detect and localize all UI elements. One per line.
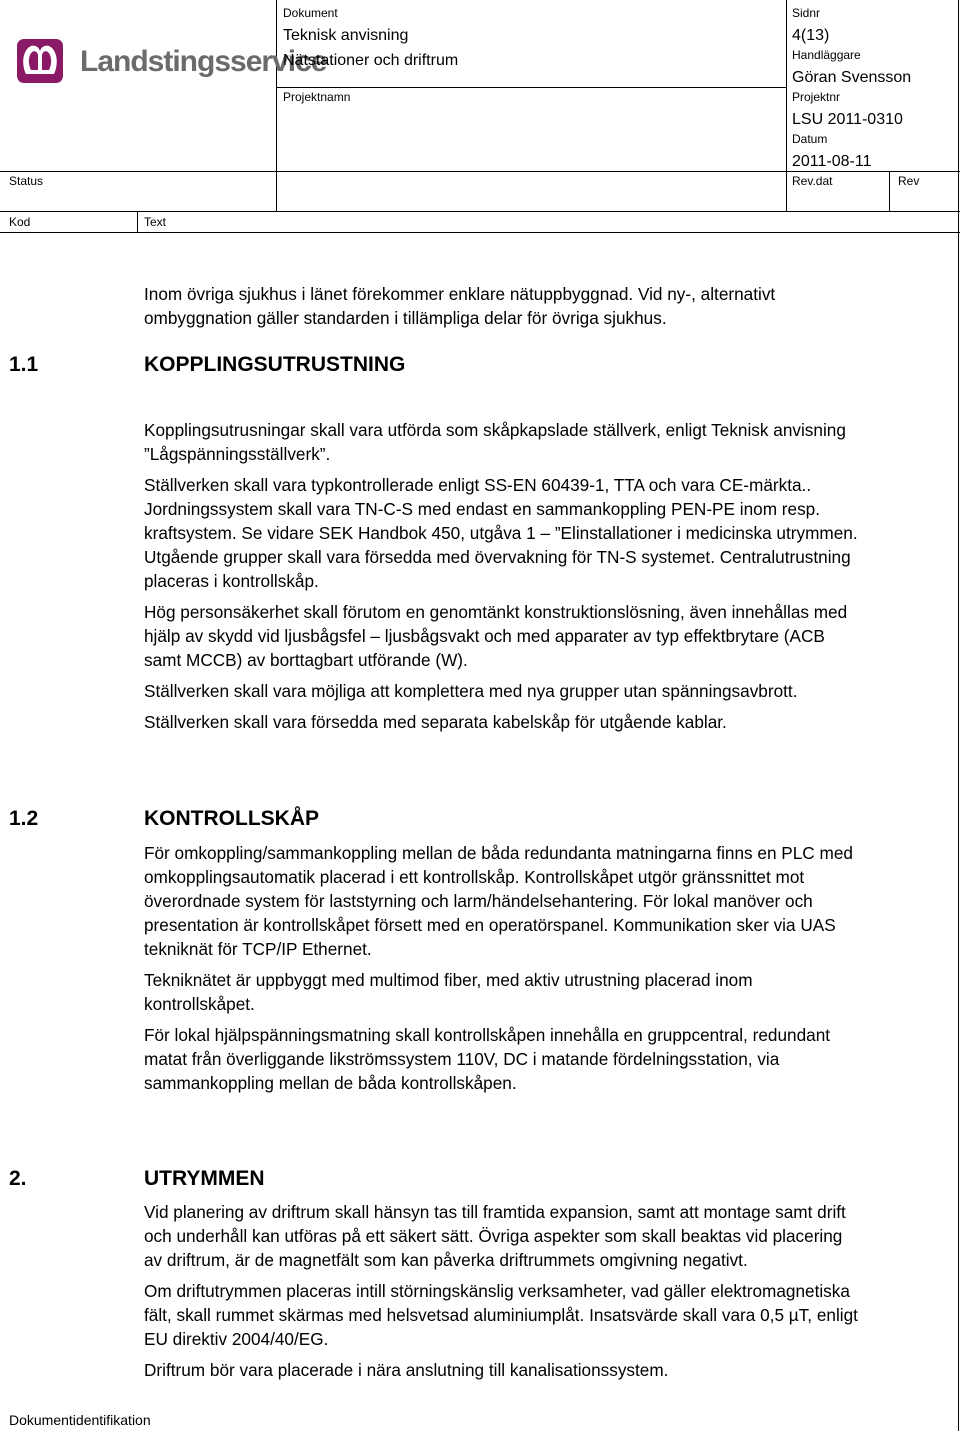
section-number: 2.: [9, 1167, 27, 1190]
section-title: KONTROLLSKÅP: [144, 807, 319, 830]
paragraph: Ställverken skall vara försedda med separata kabelskåp för utgående kablar.: [144, 712, 727, 732]
projektnamn-label: Projektnamn: [283, 90, 351, 104]
handlaggare-value: Göran Svensson: [792, 69, 912, 86]
paragraph: Ställverken skall vara möjliga att komplettera med nya grupper utan spänningsavbrott.: [144, 681, 798, 701]
paragraph: Kopplingsutrusningar skall vara utförda som skåpkapslade ställverk, enligt Teknisk anvisning ”Lågspänningsställverk”.: [144, 420, 846, 464]
section-number: 1.1: [9, 353, 39, 376]
datum-label: Datum: [792, 132, 828, 146]
paragraph: Ställverken skall vara typkontrollerade enligt SS-EN 60439-1, TTA och vara CE-märkta.. Jordningssystem skall vara TN-C-S med endast en sammankoppling PEN-PE inom resp. kraftsystem. Se vidare SEK Handbok 450, utgåva 1 – ”Elinstallationer i medicinska utrymmen. Utgående grupper skall vara försedda med övervakning för TN-S systemet. Centralutrustning placeras i kontrollskåp.: [144, 475, 858, 591]
datum-value: 2011-08-11: [792, 153, 872, 170]
logo-text: Landstingsservice: [80, 45, 327, 78]
paragraph: Hög personsäkerhet skall förutom en genomtänkt konstruktionslösning, även innehållas med hjälp av skydd vid ljusbågsfel – ljusbågsvakt och med apparater av typ effektbrytare (ACB samt MCCB) av borttagbart utförande (W).: [144, 602, 848, 670]
projektnr-label: Projektnr: [792, 90, 841, 104]
dokument-line2: Nätstationer och driftrum: [283, 52, 459, 69]
paragraph: Vid planering av driftrum skall hänsyn tas till framtida expansion, samt att montage samt drift och underhåll kan utföras på ett säkert sätt. Övriga aspekter som skall beaktas vid placering av driftrum, är de magnetfält som kan påverka driftrummets omgivning negativt.: [144, 1202, 846, 1270]
paragraph: Tekniknätet är uppbyggt med multimod fiber, med aktiv utrustning placerad inom kontrollskåpet.: [144, 970, 753, 1014]
projektnr-value: LSU 2011-0310: [792, 111, 903, 128]
paragraph: För lokal hjälpspänningsmatning skall kontrollskåpen innehålla en gruppcentral, redundant matat från överliggande likströmssystem 110V, DC i matande fördelningsstation, via sammankoppling mellan de båda kontrollskåpen.: [144, 1025, 831, 1093]
handlaggare-label: Handläggare: [792, 48, 861, 62]
status-label: Status: [9, 174, 44, 188]
logo-mark-icon: [16, 36, 68, 88]
dokument-label: Dokument: [283, 6, 338, 20]
section-1-2-body: [144, 841, 864, 1095]
rev-label: Rev: [898, 174, 920, 188]
document-identification-label: Dokumentidentifikation: [9, 1412, 151, 1428]
intro-text: Inom övriga sjukhus i länet förekommer enklare nätuppbyggnad. Vid ny-, alternativt ombyggnation gäller standarden i tillämpliga delar för övriga sjukhus.: [144, 284, 776, 328]
section-title: UTRYMMEN: [144, 1167, 265, 1190]
company-logo: [16, 36, 327, 88]
paragraph: Om driftutrymmen placeras intill störningskänslig verksamheter, vad gäller elektromagnetiska fält, skall rummet skärmas med helsvetsad aluminiumplåt. Insatsvärde skall vara 0,5 µT, enligt EU direktiv 2004/40/EG.: [144, 1281, 858, 1349]
kod-label: Kod: [9, 215, 31, 229]
sidnr-label: Sidnr: [792, 6, 821, 20]
sidnr-value: 4(13): [792, 27, 830, 44]
section-title: KOPPLINGSUTRUSTNING: [144, 353, 406, 376]
paragraph: För omkoppling/sammankoppling mellan de båda redundanta matningarna finns en PLC med omkopplingsautomatik placerad i ett kontrollskåp. Kontrollskåpet utgör gränssnittet mot överordnade system för laststyrning och larm/händelsehantering. För lokal manöver och presentation är kontrollskåpet försett med en operatörspanel. Kommunikation sker via UAS tekniknät för TCP/IP Ethernet.: [144, 843, 853, 959]
text-label: Text: [144, 215, 167, 229]
paragraph: Driftrum bör vara placerade i nära anslutning till kanalisationssystem.: [144, 1360, 669, 1380]
section-1-1-body: [144, 418, 864, 734]
section-number: 1.2: [9, 807, 39, 830]
intro-paragraph: [144, 282, 864, 330]
section-2-body: [144, 1200, 864, 1382]
revdat-label: Rev.dat: [792, 174, 833, 188]
dokument-line1: Teknisk anvisning: [283, 27, 409, 44]
